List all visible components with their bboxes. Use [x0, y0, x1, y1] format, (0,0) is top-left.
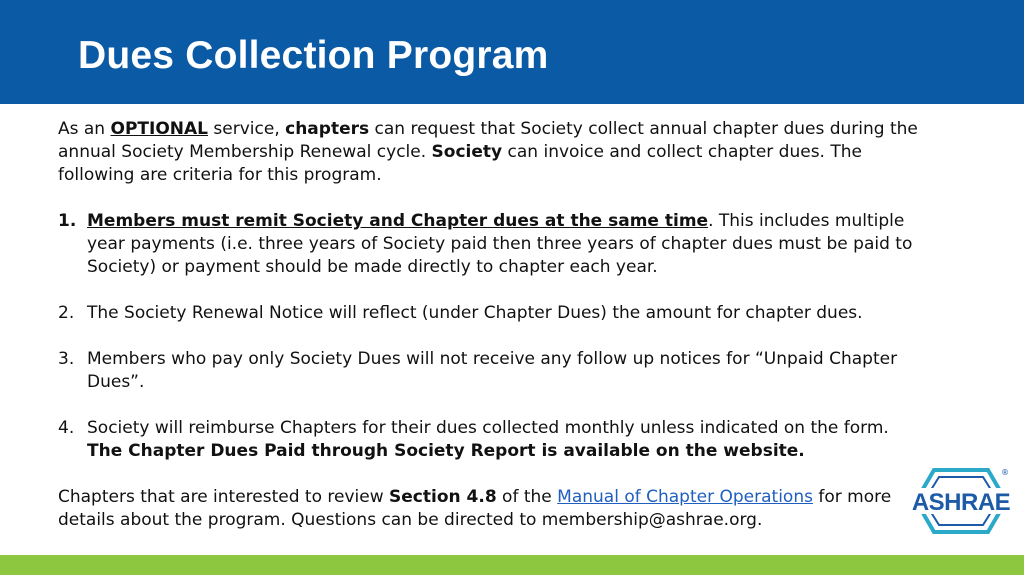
- manual-of-chapter-operations-link[interactable]: Manual of Chapter Operations: [557, 487, 813, 507]
- intro-service: service,: [208, 119, 286, 139]
- logo-wordmark: ASHRAE: [912, 489, 1010, 516]
- intro-paragraph: [58, 118, 918, 187]
- title-banner: [0, 0, 1024, 104]
- criteria-text: Society will reimburse Chapters for their dues collected monthly unless indicated on the form.: [87, 418, 889, 438]
- criteria-item-3: [58, 348, 918, 394]
- intro-rest-1: can request that Society collect annual chapter dues during the annual Society Membership Renewal cycle.: [58, 119, 918, 162]
- closing-paragraph: [58, 486, 918, 532]
- criteria-text: Members who pay only Society Dues will not receive any follow up notices for “Unpaid Chapter Dues”.: [87, 349, 898, 392]
- criteria-emphasis: Members must remit Society and Chapter dues at the same time: [87, 211, 709, 231]
- intro-as-an: As an: [58, 119, 111, 139]
- logo-registered-mark: ®: [1001, 468, 1009, 477]
- criteria-number: 3.: [58, 349, 75, 369]
- criteria-number: 2.: [58, 303, 75, 323]
- criteria-number: 1.: [58, 211, 77, 231]
- optional-emphasis: OPTIONAL: [110, 119, 209, 139]
- chapters-emphasis: chapters: [285, 119, 370, 139]
- criteria-list: [58, 210, 918, 463]
- footer-accent-bar: [0, 555, 1024, 575]
- ashrae-logo: [912, 466, 1010, 536]
- criteria-number: 4.: [58, 418, 75, 438]
- closing-lead: Chapters that are interested to review: [58, 487, 390, 507]
- criteria-item-1: [58, 210, 918, 279]
- society-emphasis: Society: [431, 142, 503, 162]
- criteria-bold-text: The Chapter Dues Paid through Society Report is available on the website.: [87, 441, 805, 461]
- slide-body: [58, 118, 918, 532]
- criteria-item-4: [58, 417, 918, 463]
- slide-title: Dues Collection Program: [78, 34, 549, 77]
- intro-rest-2: can invoice and collect chapter dues. The following are criteria for this program.: [58, 142, 862, 185]
- closing-of-the: of the: [496, 487, 558, 507]
- criteria-item-2: [58, 302, 918, 325]
- criteria-text: . This includes multiple year payments (i.e. three years of Society paid then three years of chapter dues must be paid to Society) or payment should be made directly to chapter each year.: [87, 211, 913, 277]
- closing-rest: for more details about the program. Questions can be directed to membership@ashrae.org.: [58, 487, 892, 530]
- criteria-text: The Society Renewal Notice will reflect (under Chapter Dues) the amount for chapter dues.: [87, 303, 863, 323]
- section-reference: Section 4.8: [389, 487, 497, 507]
